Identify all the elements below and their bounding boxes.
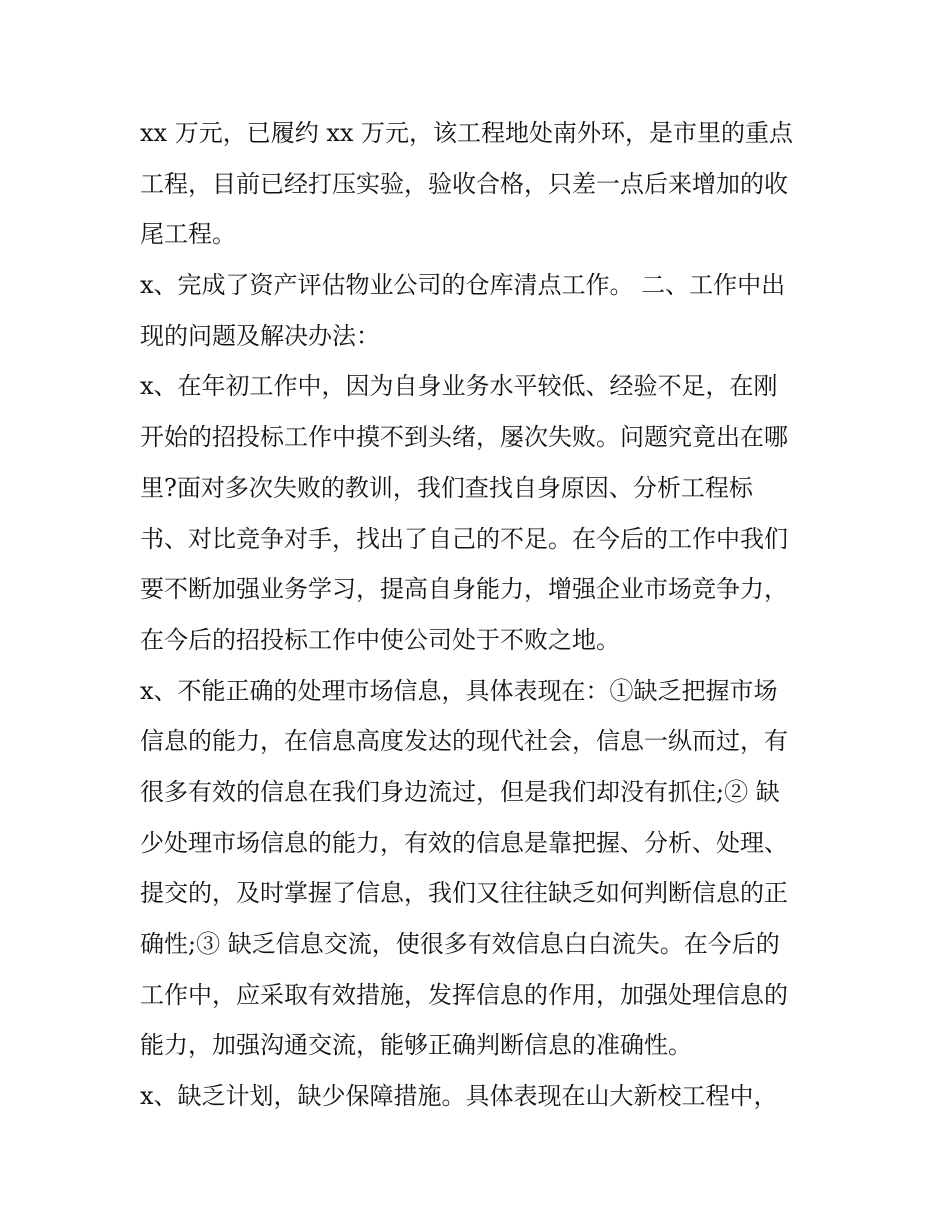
text-line: 开始的招投标工作中摸不到头绪，屡次失败。问题究竟出在哪 xyxy=(140,423,788,452)
text-line: 工作中，应采取有效措施，发挥信息的作用，加强处理信息的 xyxy=(140,980,788,1009)
text-line: 能力，加强沟通交流，能够正确判断信息的准确性。 xyxy=(140,1031,692,1060)
text-line: 尾工程。 xyxy=(140,220,236,249)
text-line: 信息的能力，在信息高度发达的现代社会，信息一纵而过，有 xyxy=(140,727,788,756)
text-line: 很多有效的信息在我们身边流过，但是我们却没有抓住;② 缺 xyxy=(140,777,780,806)
text-line: 要不断加强业务学习，提高自身能力，增强企业市场竞争力， xyxy=(140,575,788,604)
text-line: x、在年初工作中，因为自身业务水平较低、经验不足，在刚 xyxy=(140,372,778,401)
text-line: 里?面对多次失败的教训，我们查找自身原因、分析工程标 xyxy=(140,473,753,502)
text-line: 现的问题及解决办法： xyxy=(140,321,380,350)
text-line: 少处理市场信息的能力，有效的信息是靠把握、分析、处理、 xyxy=(140,828,788,857)
text-line: x、完成了资产评估物业公司的仓库清点工作。 二、工作中出 xyxy=(140,271,786,300)
text-line: 提交的，及时掌握了信息，我们又往往缺乏如何判断信息的正 xyxy=(140,879,788,908)
text-line: 确性;③ 缺乏信息交流，使很多有效信息白白流失。在今后的 xyxy=(140,930,780,958)
text-line: 工程，目前已经打压实验，验收合格，只差一点后来增加的收 xyxy=(140,169,788,198)
text-line: 书、对比竞争对手，找出了自己的不足。在今后的工作中我们 xyxy=(140,524,788,553)
body-text xyxy=(140,108,830,1122)
text-line: x、不能正确的处理市场信息，具体表现在：①缺乏把握市场 xyxy=(140,676,778,705)
text-line: x、缺乏计划，缺少保障措施。具体表现在山大新校工程中， xyxy=(140,1082,778,1111)
text-line: xx 万元，已履约 xx 万元，该工程地处南外环，是市里的重点 xyxy=(140,119,794,147)
text-line: 在今后的招投标工作中使公司处于不败之地。 xyxy=(140,625,620,654)
